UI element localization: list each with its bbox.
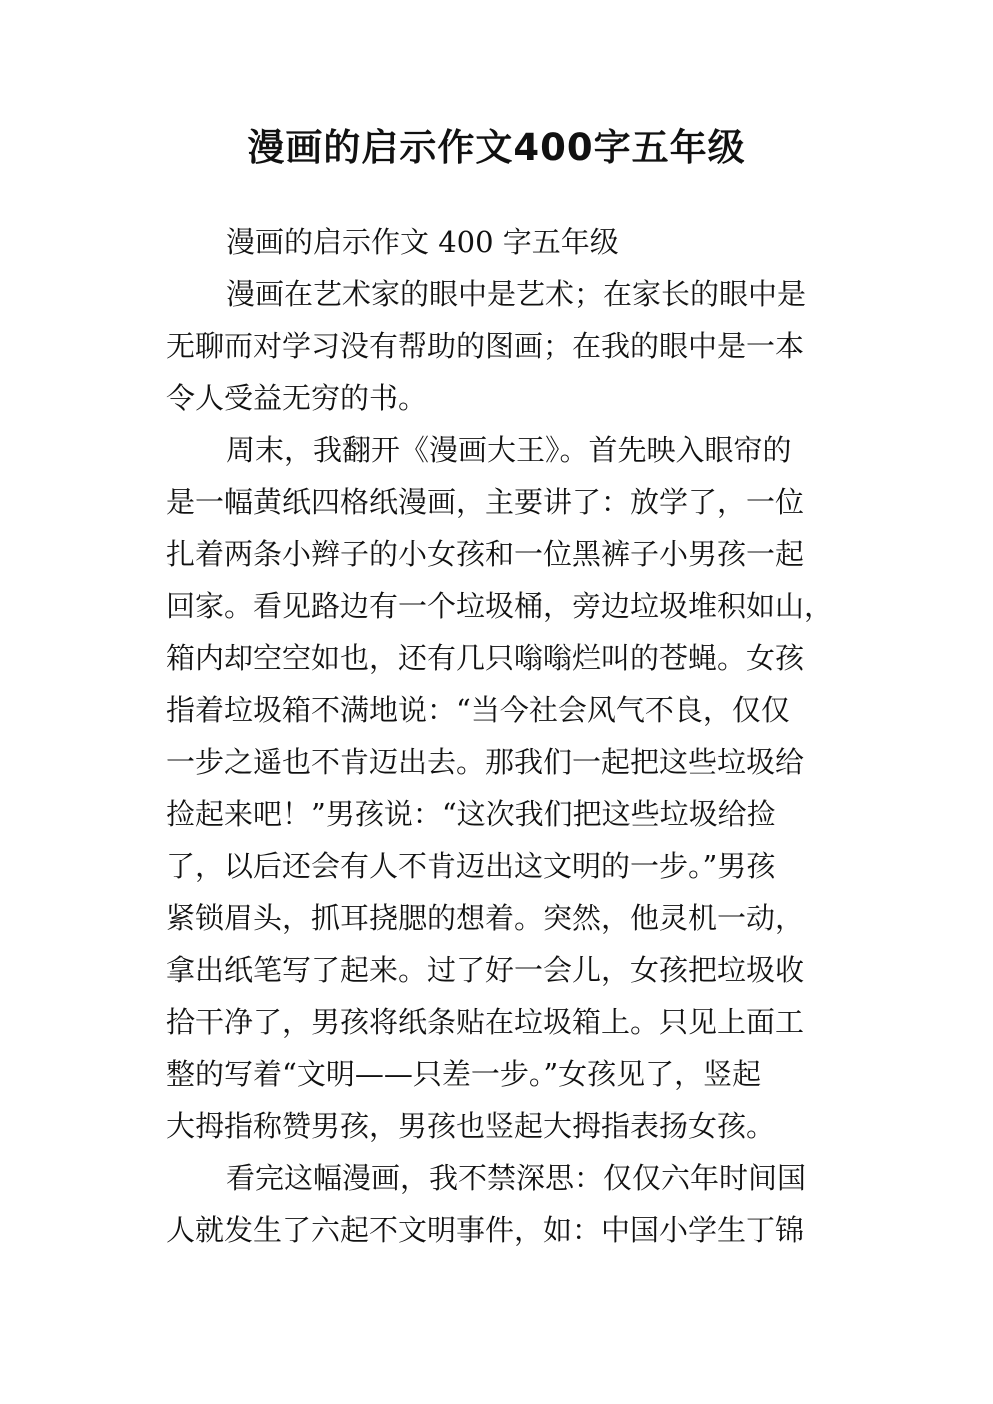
document-body bbox=[166, 216, 846, 1256]
paragraph-line: 拾干净了，男孩将纸条贴在垃圾箱上。只见上面工 bbox=[166, 1005, 805, 1039]
paragraph-line: 箱内却空空如也，还有几只嗡嗡烂叫的苍蝇。女孩 bbox=[166, 641, 805, 675]
paragraph-line: 一步之遥也不肯迈出去。那我们一起把这些垃圾给 bbox=[166, 745, 805, 779]
paragraph-line: 无聊而对学习没有帮助的图画；在我的眼中是一本 bbox=[166, 329, 805, 363]
paragraph-line: 扎着两条小辫子的小女孩和一位黑裤子小男孩一起 bbox=[166, 537, 805, 571]
paragraph-line: 是一幅黄纸四格纸漫画，主要讲了：放学了，一位 bbox=[166, 485, 805, 519]
paragraph-line: 周末，我翻开《漫画大王》。首先映入眼帘的 bbox=[226, 433, 792, 467]
paragraph-line: 令人受益无穷的书。 bbox=[166, 381, 428, 415]
document-title: 漫画的启示作文400字五年级 bbox=[247, 126, 746, 169]
paragraph-line: 紧锁眉头，抓耳挠腮的想着。突然，他灵机一动， bbox=[166, 901, 805, 935]
paragraph-line: 捡起来吧！”男孩说：“这次我们把这些垃圾给捡 bbox=[166, 797, 776, 831]
paragraph-line: 拿出纸笔写了起来。过了好一会儿，女孩把垃圾收 bbox=[166, 953, 805, 987]
paragraph-line: 指着垃圾箱不满地说：“当今社会风气不良，仅仅 bbox=[166, 693, 790, 727]
paragraph-line: 看完这幅漫画，我不禁深思：仅仅六年时间国 bbox=[226, 1161, 807, 1195]
paragraph-line: 人就发生了六起不文明事件，如：中国小学生丁锦 bbox=[166, 1213, 805, 1247]
paragraph-line: 大拇指称赞男孩，男孩也竖起大拇指表扬女孩。 bbox=[166, 1109, 776, 1143]
paragraph-line: 了，以后还会有人不肯迈出这文明的一步。”男孩 bbox=[166, 849, 776, 883]
paragraph-line: 回家。看见路边有一个垃圾桶，旁边垃圾堆积如山， bbox=[166, 589, 834, 623]
paragraph-line: 漫画在艺术家的眼中是艺术；在家长的眼中是 bbox=[226, 277, 807, 311]
subtitle-line: 漫画的启示作文 400 字五年级 bbox=[226, 225, 619, 259]
paragraph-line: 整的写着“文明——只差一步。”女孩见了，竖起 bbox=[166, 1057, 762, 1091]
